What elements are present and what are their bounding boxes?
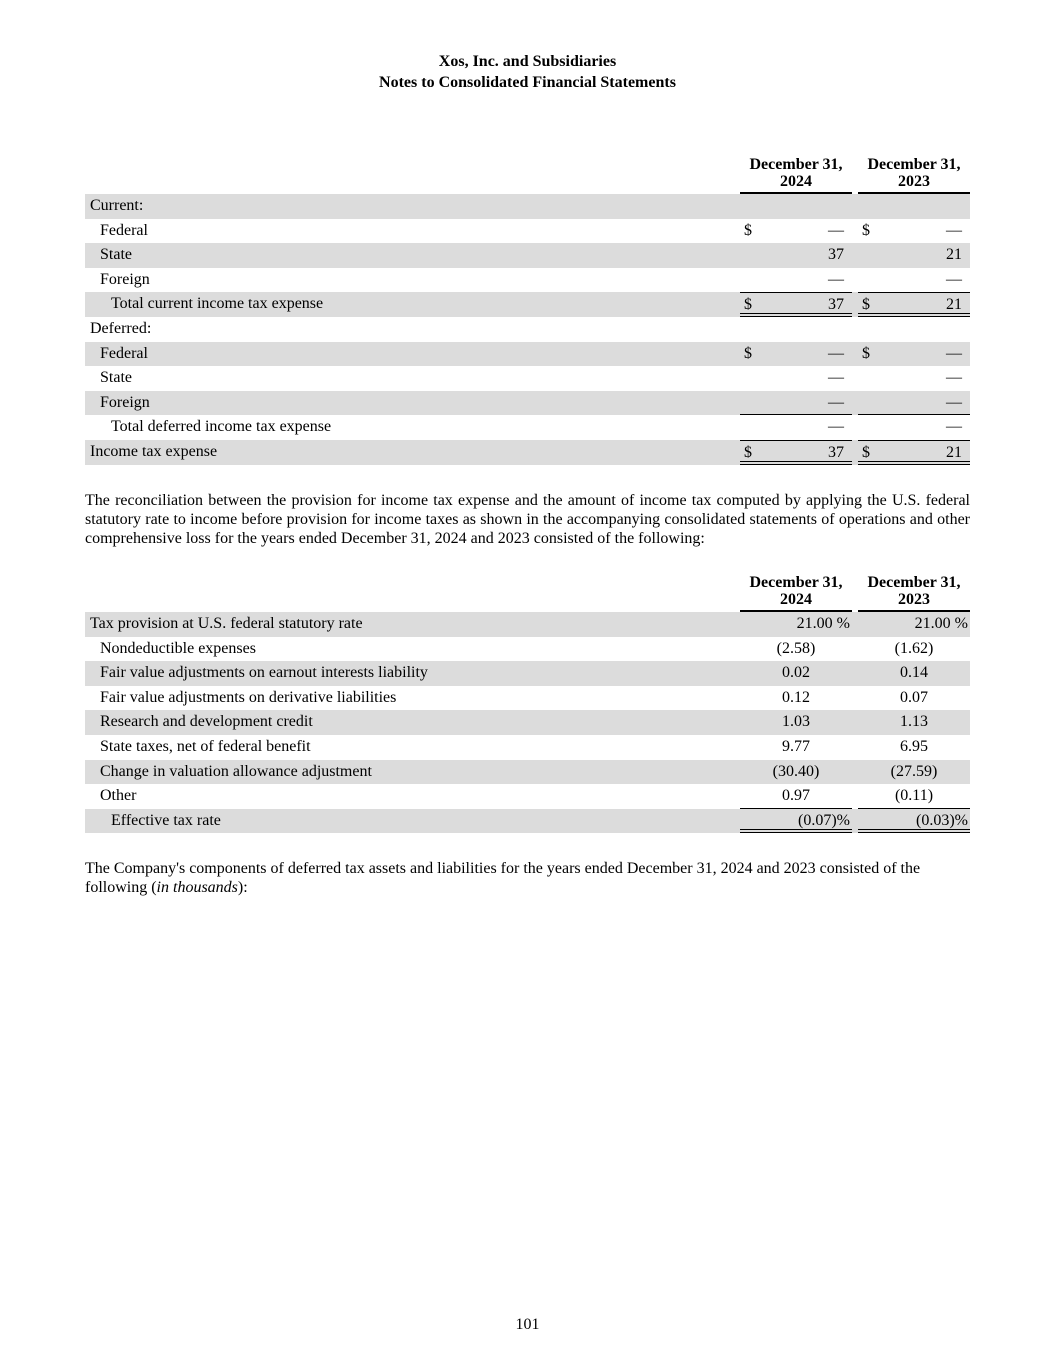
value-2024: 37 bbox=[828, 443, 844, 461]
value-2023: (0.11) bbox=[894, 787, 934, 805]
value-2024: 37 bbox=[828, 296, 844, 314]
row-label: State bbox=[100, 246, 132, 264]
value-2023: — bbox=[946, 221, 962, 239]
table-row bbox=[85, 809, 970, 834]
row-label: Fair value adjustments on earnout interests liability bbox=[100, 664, 428, 682]
table-row bbox=[85, 194, 970, 219]
table2-column-headers bbox=[85, 574, 970, 612]
company-name: Xos, Inc. and Subsidiaries bbox=[438, 53, 617, 70]
row-label: Total current income tax expense bbox=[111, 295, 324, 313]
table-row bbox=[85, 686, 970, 711]
value-2023: 6.95 bbox=[900, 737, 928, 755]
table2-col1-header: December 31, 2024 bbox=[740, 574, 852, 612]
table-row bbox=[85, 366, 970, 391]
table-row bbox=[85, 661, 970, 686]
table2-col2-header: December 31, 2023 bbox=[858, 574, 970, 612]
value-2023: (0.03)% bbox=[916, 811, 968, 829]
statement-title: Notes to Consolidated Financial Statements bbox=[379, 74, 676, 91]
currency-symbol: $ bbox=[862, 344, 870, 362]
row-label: Federal bbox=[100, 344, 148, 362]
table-row bbox=[85, 415, 970, 440]
deferred-components-paragraph: The Company's components of deferred tax assets and liabilities for the years ended December 31, 2024 and 2023 consisted of the following (in thousands): bbox=[85, 860, 921, 896]
table-row bbox=[85, 219, 970, 244]
row-label: State bbox=[100, 369, 132, 387]
value-2023: — bbox=[946, 393, 962, 411]
value-2024: — bbox=[828, 369, 844, 387]
value-2023: — bbox=[946, 418, 962, 436]
currency-symbol: $ bbox=[862, 221, 870, 239]
row-label: Federal bbox=[100, 221, 148, 239]
row-label: State taxes, net of federal benefit bbox=[100, 737, 311, 755]
value-2023: 21 bbox=[946, 296, 962, 314]
value-2023: 21.00 % bbox=[914, 615, 968, 632]
value-2024: — bbox=[828, 418, 844, 436]
value-2024: (0.07)% bbox=[798, 811, 850, 829]
currency-symbol: $ bbox=[744, 344, 752, 362]
row-label: Nondeductible expenses bbox=[100, 639, 256, 657]
row-label: Deferred: bbox=[90, 319, 152, 337]
value-2023: — bbox=[946, 369, 962, 387]
row-label: Income tax expense bbox=[90, 442, 218, 460]
row-label: Total deferred income tax expense bbox=[111, 418, 332, 436]
value-2024: 21.00 % bbox=[796, 615, 850, 632]
row-label: Current: bbox=[90, 197, 144, 214]
table-row bbox=[85, 391, 970, 416]
value-2023: 0.14 bbox=[900, 664, 928, 682]
row-label: Research and development credit bbox=[100, 713, 313, 731]
table-row bbox=[85, 342, 970, 367]
value-2023: (1.62) bbox=[894, 639, 934, 657]
value-2024: (30.40) bbox=[772, 762, 820, 780]
row-label: Fair value adjustments on derivative liabilities bbox=[100, 688, 397, 706]
table-row bbox=[85, 710, 970, 735]
table-row bbox=[85, 317, 970, 342]
page-header bbox=[0, 51, 1055, 93]
table-row bbox=[85, 760, 970, 785]
row-label: Tax provision at U.S. federal statutory rate bbox=[90, 615, 363, 632]
row-label: Change in valuation allowance adjustment bbox=[100, 762, 372, 780]
value-2024: — bbox=[828, 221, 844, 239]
value-2023: 0.07 bbox=[900, 688, 928, 706]
currency-symbol: $ bbox=[744, 296, 752, 314]
currency-symbol: $ bbox=[862, 296, 870, 314]
table1-col1-header: December 31, 2024 bbox=[740, 156, 852, 194]
value-2023: (27.59) bbox=[890, 762, 938, 780]
table-row bbox=[85, 440, 970, 465]
value-2023: — bbox=[946, 344, 962, 362]
value-2023: 21 bbox=[946, 246, 962, 264]
value-2024: — bbox=[828, 270, 844, 288]
value-2023: 21 bbox=[946, 443, 962, 461]
row-label: Foreign bbox=[100, 393, 150, 411]
table1-col2-header: December 31, 2023 bbox=[858, 156, 970, 194]
value-2024: — bbox=[828, 344, 844, 362]
income-tax-expense-table bbox=[85, 156, 970, 465]
value-2024: 0.97 bbox=[782, 787, 810, 805]
value-2023: — bbox=[946, 270, 962, 288]
value-2024: 37 bbox=[828, 246, 844, 264]
table1-column-headers bbox=[85, 156, 970, 194]
table-row bbox=[85, 735, 970, 760]
currency-symbol: $ bbox=[744, 221, 752, 239]
page-number: 101 bbox=[515, 1316, 540, 1333]
value-2024: 1.03 bbox=[782, 713, 810, 731]
value-2024: — bbox=[828, 393, 844, 411]
table-row bbox=[85, 784, 970, 809]
table-row bbox=[85, 243, 970, 268]
value-2024: 0.12 bbox=[782, 688, 810, 706]
table-row bbox=[85, 268, 970, 293]
row-label: Other bbox=[100, 787, 137, 805]
tax-rate-reconciliation-table bbox=[85, 574, 970, 833]
value-2024: 9.77 bbox=[782, 737, 810, 755]
value-2023: 1.13 bbox=[900, 713, 928, 731]
reconciliation-paragraph: The reconciliation between the provision for income tax expense and the amount of income tax computed by applying the U.S. federal statutory rate to income before provision for income taxes as shown in the accompanying consolidated statements of operations and other comprehensive loss for the years ended December 31, 2024 and 2023 consisted of the following: bbox=[85, 492, 970, 547]
row-label: Foreign bbox=[100, 270, 150, 288]
currency-symbol: $ bbox=[862, 443, 870, 461]
currency-symbol: $ bbox=[744, 443, 752, 461]
table-row bbox=[85, 637, 970, 662]
table-row bbox=[85, 612, 970, 637]
table-row bbox=[85, 292, 970, 317]
row-label: Effective tax rate bbox=[111, 811, 221, 829]
value-2024: (2.58) bbox=[776, 639, 816, 657]
value-2024: 0.02 bbox=[782, 664, 810, 682]
